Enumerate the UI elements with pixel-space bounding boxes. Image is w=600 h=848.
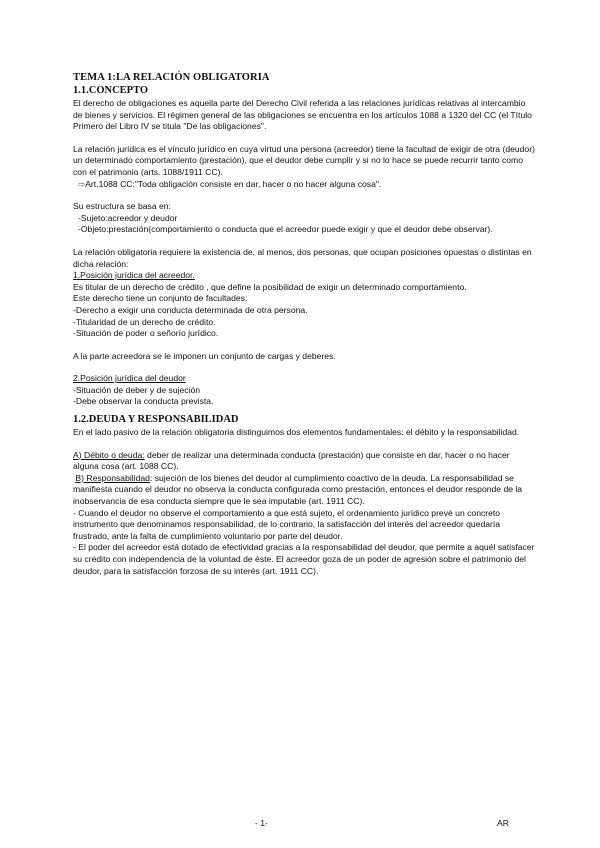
text-debito: deber de realizar una determinada conducta (prestación) que consiste en dar, hacer o no hacer alguna cosa (art. 1088 CC). [73, 449, 510, 472]
list-item: -Debe observar la conducta prevista. [73, 396, 214, 407]
list-item: -Titularidad de un derecho de crédito. [73, 316, 216, 327]
paragraph-responsabilidad [73, 473, 535, 508]
paragraph-relacion-juridica: La relación jurídica es el vínculo jurídico en cuya virtud una persona (acreedor) tiene la facultad de exigir de otra (deudor) un determinado comportamiento (prestación), que el deudor debe cumplir y si no lo hace se puede recurrir tanto como con el patrimonio (arts. 1088/1911 CC). [73, 143, 535, 177]
paragraph-cargas: A la parte acreedora se le imponen un conjunto de cargas y deberes. [73, 350, 336, 361]
paragraph-lado-pasivo: En el lado pasivo de la relación obligatoria distinguimos dos elementos fundamentales: el débito y la responsabilidad. [73, 427, 520, 438]
structure-intro: Su estructura se basa en: [73, 201, 171, 212]
paragraph-relacion-obligatoria: La relación obligatoria requiere la existencia de, al menos, dos personas, que ocupan posiciones opuestas o distintas en dicha relación: [73, 246, 532, 269]
bullet-paragraph: - El poder del acreedor está dotado de efectividad gracias a la responsabilidad del deudor, que permite a aquél satisfacer su crédito con independencia de la voluntad de éste. El acreedor goza de un poder de agresión sobre el patrimonio del deudor, para la satisfacción forzosa de su interés (art. 1911 CC). [73, 542, 535, 576]
label-responsabilidad: B) Responsabilidad [75, 472, 150, 483]
list-item: -Objeto:prestación(comportamiento o conducta que el acreedor puede exigir y que el deudor debe observar). [78, 224, 493, 235]
article-quote [73, 179, 535, 191]
arrow-right-icon: ⇨ [78, 178, 86, 189]
list-item: -Derecho a exigir una conducta determinada de otra persona. [73, 304, 308, 315]
list-item: -Sujeto:acreedor y deudor [78, 212, 178, 223]
paragraph-derecho-obligaciones: El derecho de obligaciones es aquella parte del Derecho Civil referida a las relaciones jurídicas relativas al intercambio de bienes y servicios. El régimen general de las obligaciones se encuentra en los artículos 1088 a 1320 del CC (el Título Primero del Libro IV se titula "De las obligaciones". [73, 98, 532, 132]
article-quote-text: Art.1088 CC:"Toda obligación consiste en dar, hacer o no hacer alguna cosa". [85, 178, 382, 189]
subheading-posicion-acreedor: 1.Posición jurídica del acreedor. [73, 270, 195, 281]
list-item: -Situación de deber y de sujeción [73, 384, 201, 395]
paragraph-debito [73, 450, 535, 473]
label-debito: A) Débito o deuda: [73, 449, 145, 460]
paragraph-acreedor: Es titular de un derecho de crédito , que define la posibilidad de exigir un determinado comportamiento. [73, 281, 467, 292]
bullet-paragraph: - Cuando el deudor no observe el comportamiento a que está sujeto, el ordenamiento jurídico prevé un concreto instrumento que denominamos responsabilidad, de lo contrario, la satisfacción del interés del acreedor quedaría frustrado, ante la falta de cumplimiento voluntario por parte del deudor. [73, 507, 501, 541]
section-heading-deuda: 1.2.DEUDA Y RESPONSABILIDAD [73, 414, 239, 426]
text-responsabilidad: : sujeción de los bienes del deudor al cumplimiento coactivo de la deuda. La responsabilidad se manifiesta cuando el deudor no observa la conducta configurada como prestación, entonces el deudor responde de la inobservancia de esa conducta siempre que le sea imputable (art. 1911 CC). [73, 472, 523, 507]
page-number: - 1- [255, 818, 268, 828]
section-heading-concepto: 1.1.CONCEPTO [73, 85, 149, 96]
document-body [73, 72, 535, 577]
subheading-posicion-deudor: 2.Posición jurídica del deudor [73, 373, 186, 384]
facultades-intro: Este derecho tiene un conjunto de facultades: [73, 293, 248, 304]
author-initials: AR [497, 818, 509, 828]
list-item: -Situación de poder o señorío jurídico. [73, 328, 219, 339]
document-title: TEMA 1:LA RELACIÓN OBLIGATORIA [73, 72, 270, 83]
